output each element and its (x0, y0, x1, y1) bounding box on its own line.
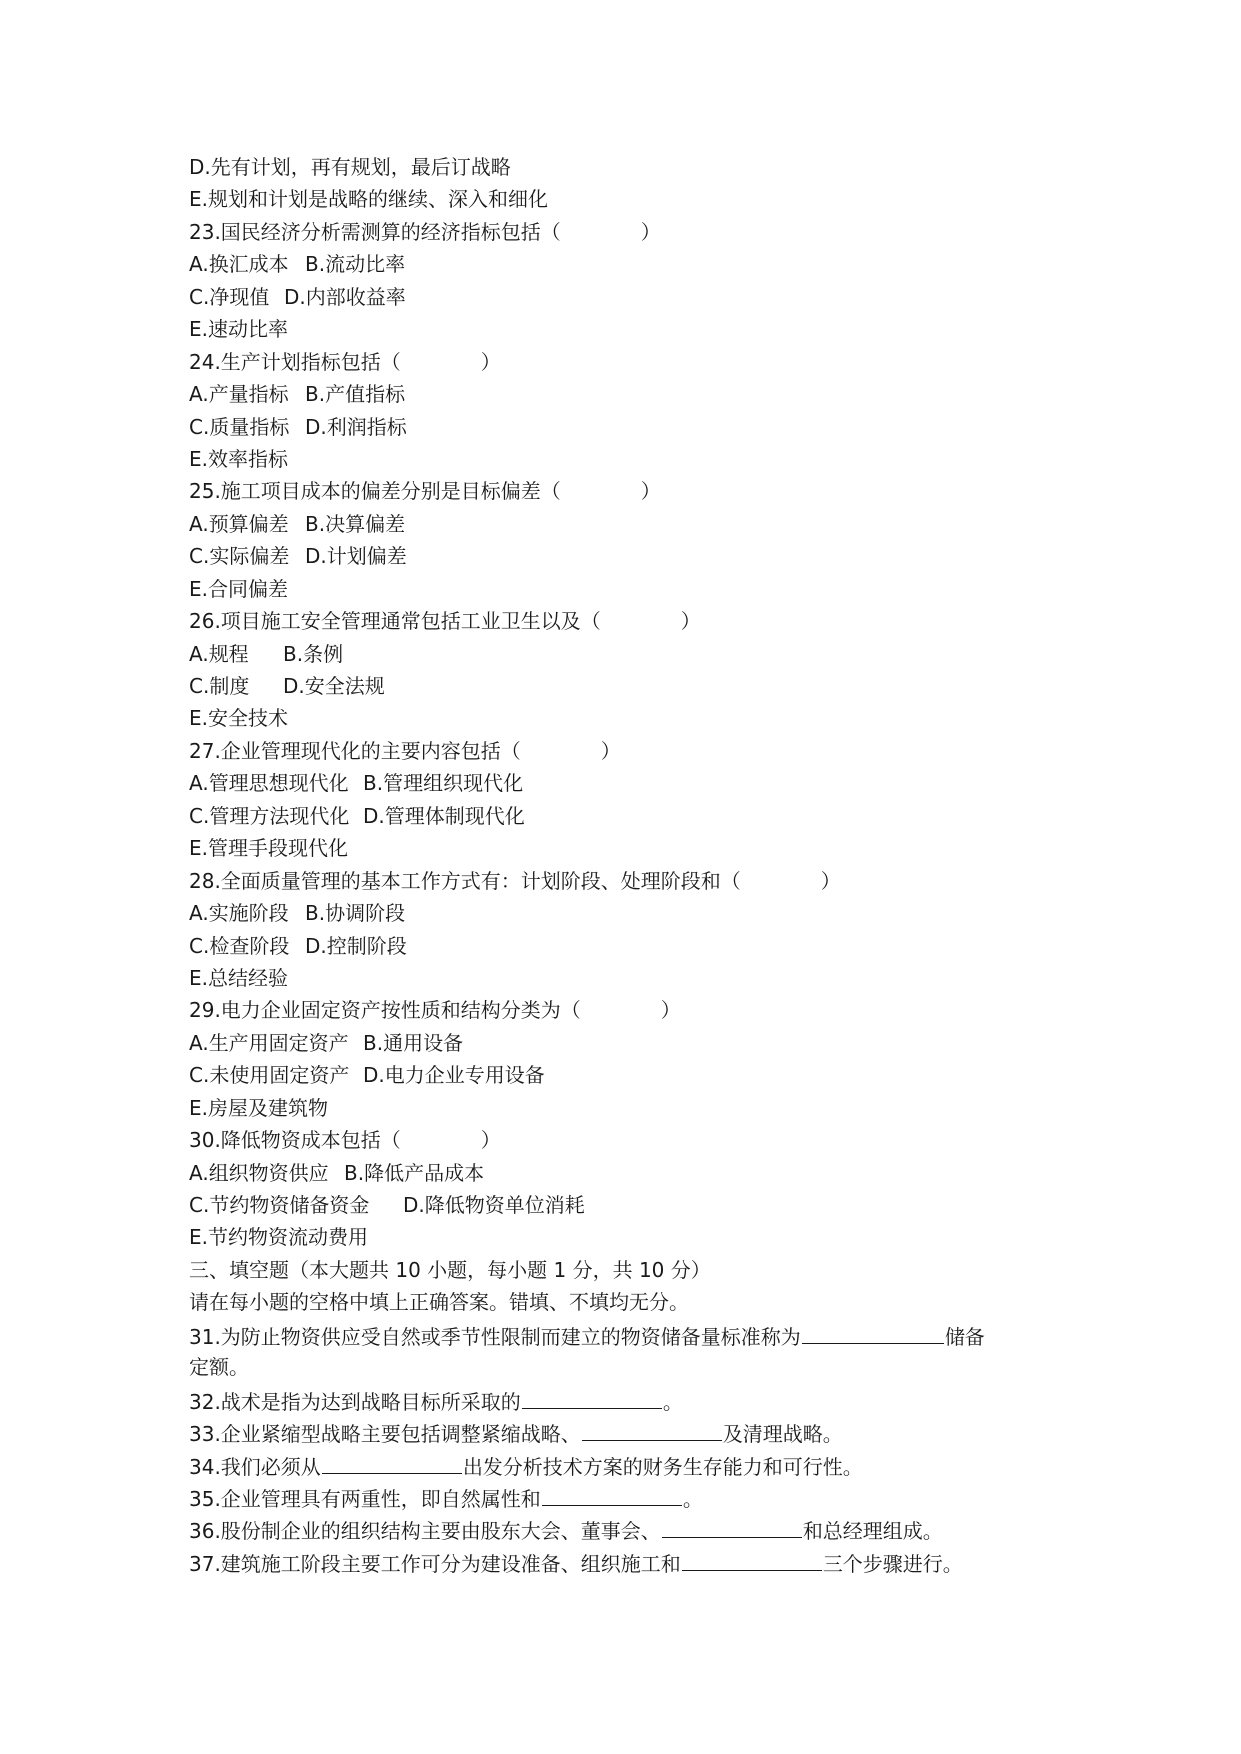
q23-option-e: E.速动比率 (189, 317, 288, 342)
q23-option-c: C.净现值 (189, 284, 270, 309)
q25-option-c: C.实际偏差 (189, 544, 290, 569)
q37-text-pre: 37.建筑施工阶段主要工作可分为建设准备、组织施工和 (189, 1551, 681, 1576)
q28-stem: 28.全面质量管理的基本工作方式有：计划阶段、处理阶段和（ ） (189, 868, 841, 893)
q34-text-post: 出发分析技术方案的财务生存能力和可行性。 (462, 1454, 863, 1479)
q27-option-c: C.管理方法现代化 (189, 803, 350, 828)
q24-option-a: A.产量指标 (189, 382, 289, 407)
q28-option-b: B.协调阶段 (305, 901, 406, 926)
q23-options-ab (189, 248, 1069, 280)
q30-stem: 30.降低物资成本包括（ ） (189, 1128, 501, 1153)
section3-instruction: 请在每小题的空格中填上正确答案。错填、不填均无分。 (189, 1290, 689, 1315)
q34 (189, 1449, 1069, 1481)
q28-options-cd (189, 930, 1069, 962)
q33 (189, 1416, 1069, 1448)
q33-text-pre: 33.企业紧缩型战略主要包括调整紧缩战略、 (189, 1422, 581, 1447)
q30-option-d: D.降低物资单位消耗 (403, 1193, 585, 1217)
q32-text-post: 。 (662, 1389, 683, 1414)
q30-option-e: E.节约物资流动费用 (189, 1225, 368, 1250)
q25-options-cd (189, 540, 1069, 572)
q26-option-b: B.条例 (283, 641, 344, 666)
q36-text-pre: 36.股份制企业的组织结构主要由股东大会、董事会、 (189, 1519, 661, 1544)
q23-stem: 23.国民经济分析需测算的经济指标包括（ ） (189, 219, 661, 244)
q32 (189, 1384, 1069, 1416)
q26-stem: 26.项目施工安全管理通常包括工业卫生以及（ ） (189, 609, 701, 634)
q23-option-b: B.流动比率 (305, 252, 406, 277)
q27-stem: 27.企业管理现代化的主要内容包括（ ） (189, 738, 621, 763)
q30-option-a: A.组织物资供应 (189, 1160, 329, 1185)
q25-option-b: B.决算偏差 (305, 511, 406, 536)
q36 (189, 1513, 1069, 1545)
q35 (189, 1481, 1069, 1513)
q28-options-ab (189, 897, 1069, 929)
q35-text-post: 。 (682, 1486, 703, 1511)
q29-option-d: D.电力企业专用设备 (363, 1063, 545, 1088)
q31-text-pre: 31.为防止物资供应受自然或季节性限制而建立的物资储备量标准称为 (189, 1324, 801, 1349)
q35-blank[interactable] (542, 1481, 682, 1506)
q25-options-ab (189, 508, 1069, 540)
q36-text-post: 和总经理组成。 (802, 1519, 943, 1544)
q24-option-e: E.效率指标 (189, 446, 288, 471)
q24-options-cd (189, 411, 1069, 443)
q26-options-ab (189, 638, 1069, 670)
q28-option-e: E.总结经验 (189, 965, 288, 990)
q33-blank[interactable] (582, 1416, 722, 1441)
q36-blank[interactable] (662, 1513, 802, 1538)
q26-options-cd (189, 670, 1069, 702)
q34-text-pre: 34.我们必须从 (189, 1454, 321, 1479)
q27-option-e: E.管理手段现代化 (189, 836, 348, 861)
q31-text-post: 储备 (944, 1324, 985, 1349)
q30-option-c: C.节约物资储备资金 (189, 1193, 370, 1217)
q26-option-d: D.安全法规 (283, 674, 385, 698)
q27-option-d: D.管理体制现代化 (363, 803, 525, 828)
q28-option-d: D.控制阶段 (305, 933, 407, 958)
q22-option-d: D.先有计划，再有规划，最后订战略 (189, 155, 511, 179)
q35-text-pre: 35.企业管理具有两重性，即自然属性和 (189, 1486, 541, 1511)
q27-options-ab (189, 767, 1069, 799)
q31-blank[interactable] (802, 1319, 944, 1344)
q24-option-d: D.利润指标 (305, 414, 407, 439)
q32-blank[interactable] (522, 1384, 662, 1409)
q37-blank[interactable] (682, 1546, 822, 1571)
q25-option-e: E.合同偏差 (189, 576, 288, 601)
q28-option-a: A.实施阶段 (189, 901, 289, 926)
q31-continuation: 定额。 (189, 1355, 249, 1380)
q30-option-b: B.降低产品成本 (344, 1160, 485, 1185)
q26-option-c: C.制度 (189, 674, 250, 698)
q26-option-e: E.安全技术 (189, 706, 288, 731)
q29-options-cd (189, 1059, 1069, 1091)
q27-option-b: B.管理组织现代化 (363, 771, 524, 796)
q27-options-cd (189, 800, 1069, 832)
section3-title: 三、填空题（本大题共 10 小题，每小题 1 分，共 10 分） (189, 1257, 711, 1282)
q29-options-ab (189, 1027, 1069, 1059)
q23-option-d: D.内部收益率 (284, 284, 406, 309)
q25-option-a: A.预算偏差 (189, 511, 289, 536)
q30-options-ab (189, 1157, 1069, 1189)
q23-option-a: A.换汇成本 (189, 252, 289, 277)
q34-blank[interactable] (322, 1449, 462, 1474)
q26-option-a: A.规程 (189, 641, 249, 666)
q29-option-c: C.未使用固定资产 (189, 1063, 350, 1088)
q29-option-e: E.房屋及建筑物 (189, 1095, 328, 1120)
q32-text-pre: 32.战术是指为达到战略目标所采取的 (189, 1389, 521, 1414)
q22-option-e: E.规划和计划是战略的继续、深入和细化 (189, 187, 548, 212)
q23-options-cd (189, 281, 1069, 313)
q24-option-b: B.产值指标 (305, 382, 406, 407)
q25-option-d: D.计划偏差 (305, 544, 407, 569)
page-content (189, 151, 1069, 1578)
q24-stem: 24.生产计划指标包括（ ） (189, 349, 501, 374)
q30-options-cd (189, 1189, 1069, 1221)
q29-option-a: A.生产用固定资产 (189, 1030, 349, 1055)
q29-option-b: B.通用设备 (363, 1030, 464, 1055)
q31 (189, 1319, 1069, 1351)
q24-option-c: C.质量指标 (189, 414, 290, 439)
q25-stem: 25.施工项目成本的偏差分别是目标偏差（ ） (189, 479, 661, 504)
q37-text-post: 三个步骤进行。 (822, 1551, 963, 1576)
q33-text-post: 及清理战略。 (722, 1422, 843, 1447)
q24-options-ab (189, 378, 1069, 410)
q37 (189, 1546, 1069, 1578)
q28-option-c: C.检查阶段 (189, 933, 290, 958)
q27-option-a: A.管理思想现代化 (189, 771, 349, 796)
q29-stem: 29.电力企业固定资产按性质和结构分类为（ ） (189, 998, 681, 1023)
